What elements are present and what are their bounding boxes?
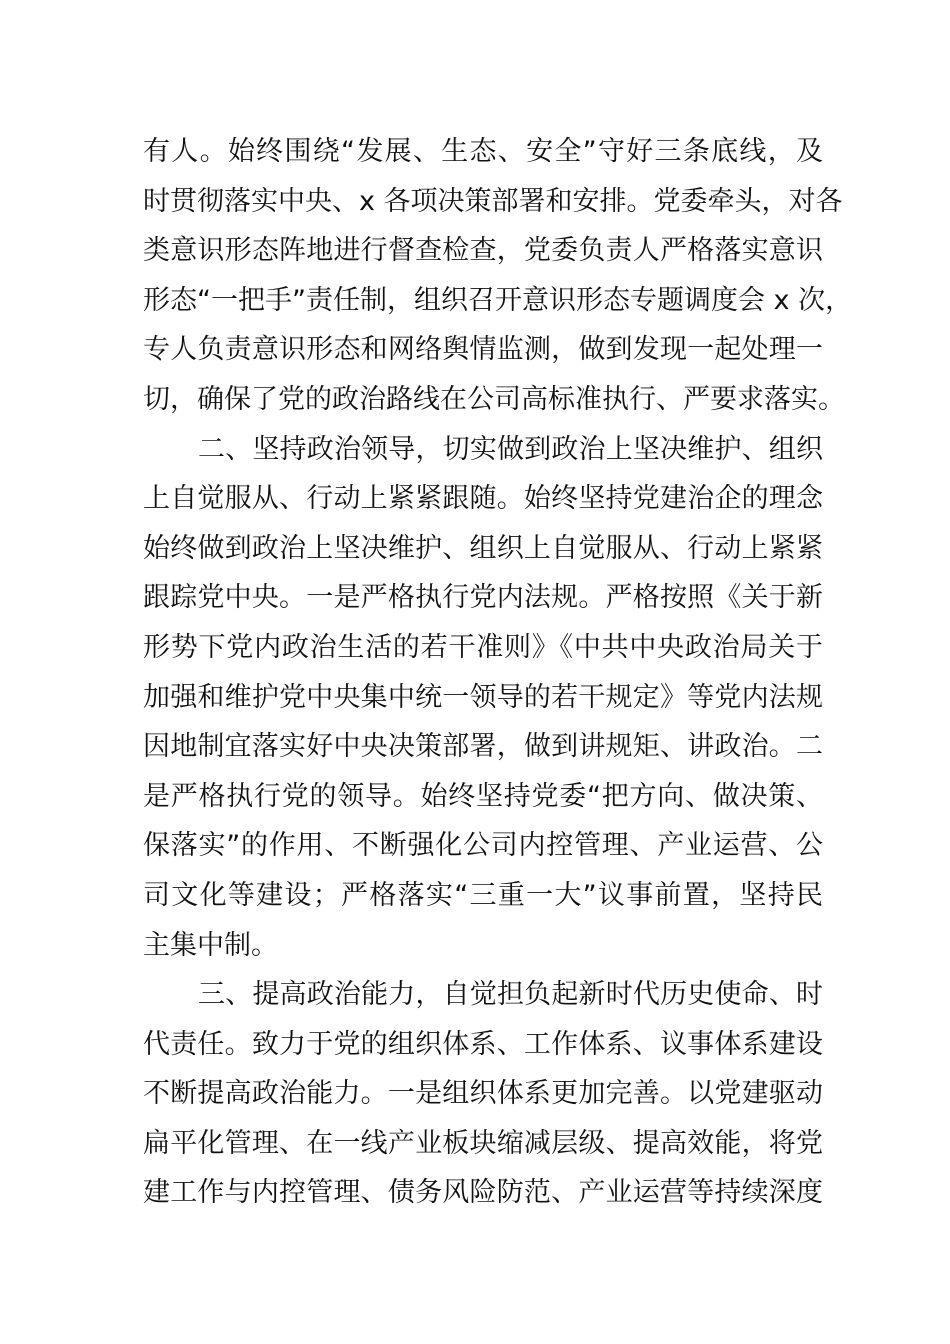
text-line-11: 形势下党内政治生活的若干准则》《中共中央政治局关于	[143, 631, 823, 663]
text-line-22: 建工作与内控管理、债务风险防范、产业运营等持续深度	[143, 1177, 823, 1209]
text-line-16: 司文化等建设；严格落实“三重一大”议事前置，坚持民	[143, 879, 823, 911]
text-line-1: 有人。始终围绕“发展、生态、安全”守好三条底线，及	[143, 136, 823, 167]
text-line-2: 时贯彻落实中央、x 各项决策部署和安排。党委牵头，对各	[143, 185, 843, 217]
text-line-6: 切，确保了党的政治路线在公司高标准执行、严要求落实。	[143, 383, 845, 415]
text-line-10: 跟踪党中央。一是严格执行党内法规。严格按照《关于新	[143, 582, 823, 614]
text-line-8: 上自觉服从、行动上紧紧跟随。始终坚持党建治企的理念	[143, 483, 823, 515]
text-line-5: 专人负责意识形态和网络舆情监测，做到发现一起处理一	[143, 334, 823, 366]
document-body	[143, 127, 853, 1218]
text-line-14: 是严格执行党的领导。始终坚持党委“把方向、做决策、	[143, 780, 823, 812]
text-line-20: 不断提高政治能力。一是组织体系更加完善。以党建驱动	[143, 1078, 823, 1110]
text-line-9: 始终做到政治上坚决维护、组织上自觉服从、行动上紧紧	[143, 532, 823, 564]
paragraph-heading-3: 三、提高政治能力，自觉担负起新时代历史使命、时	[198, 979, 823, 1011]
paragraph-heading-2: 二、坚持政治领导，切实做到政治上坚决维护、组织	[198, 433, 823, 465]
text-line-4: 形态“一把手”责任制，组织召开意识形态专题调度会 x 次，	[143, 284, 853, 316]
text-line-12: 加强和维护党中央集中统一领导的若干规定》等党内法规	[143, 681, 823, 713]
text-line-3: 类意识形态阵地进行督查检查，党委负责人严格落实意识	[143, 235, 823, 267]
text-line-17: 主集中制。	[143, 929, 278, 961]
text-line-21: 扁平化管理、在一线产业板块缩减层级、提高效能，将党	[143, 1127, 823, 1159]
text-line-15: 保落实”的作用、不断强化公司内控管理、产业运营、公	[143, 830, 823, 862]
text-line-13: 因地制宜落实好中央决策部署，做到讲规矩、讲政治。二	[143, 731, 823, 763]
text-line-19: 代责任。致力于党的组织体系、工作体系、议事体系建设	[143, 1028, 823, 1060]
